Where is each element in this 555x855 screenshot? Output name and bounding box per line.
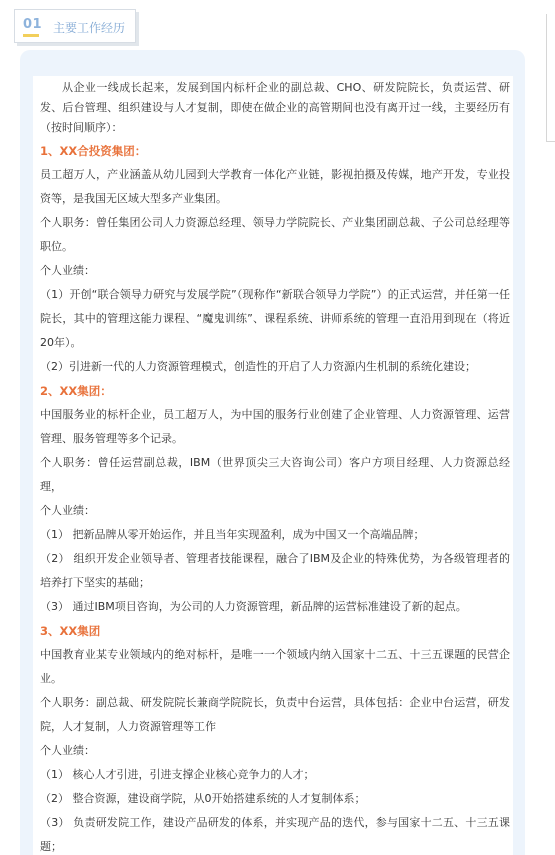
achievement-item: （3） 负责研发院工作，建设产品研发的体系，并实现产品的迭代，参与国家十二五、十三五课题； [40, 816, 510, 853]
work-history-body [40, 78, 510, 855]
performance-label: 个人业绩： [40, 504, 95, 517]
section-header-tab [14, 9, 136, 43]
section-number-underline [23, 34, 39, 37]
company-description: 员工超万人，产业涵盖从幼儿园到大学教育一体化产业链，影视拍摄及传媒，地产开发，专业投资等，是我国无区域大型多产业集团。 [40, 168, 510, 205]
achievement-item: （1） 核心人才引进，引进支撑企业核心竞争力的人才； [40, 768, 315, 781]
section-number: 01 [23, 17, 43, 32]
company-description: 中国服务业的标杆企业，员工超万人，为中国的服务行业创建了企业管理、人力资源管理、运营管理、服务管理等多个记录。 [40, 408, 510, 445]
achievement-item: （3） 通过IBM项目咨询，为公司的人力资源管理，新品牌的运营标准建设了新的起点。 [40, 600, 467, 613]
adjacent-panel-edge-tick [546, 141, 555, 142]
achievement-item: （2）引进新一代的人力资源管理模式，创造性的开启了人力资源内生机制的系统化建设； [40, 360, 476, 373]
section-title: 主要工作经历 [53, 21, 126, 35]
achievement-item: （2） 整合资源，建设商学院，从0开始搭建系统的人才复制体系； [40, 792, 366, 805]
company-role: 个人职务：曾任集团公司人力资源总经理、领导力学院院长、产业集团副总裁、子公司总经理等职位。 [40, 216, 510, 253]
performance-label: 个人业绩： [40, 264, 95, 277]
intro-paragraph: 从企业一线成长起来，发展到国内标杆企业的副总裁、CHO、研发院院长，负责运营、研发、后台管理、组织建设与人才复制，即使在做企业的高管期间也没有离开过一线，主要经历有（按时间顺序）： [40, 81, 510, 134]
achievement-item: （1）开创“联合领导力研究与发展学院”（现称作“新联合领导力学院”）的正式运营，并任第一任院长，其中的管理这能力课程、“魔鬼训练”、课程系统、讲师系统的管理一直沿用到现在（将近20年）。 [40, 288, 510, 349]
company-role: 个人职务：副总裁、研发院院长兼商学院院长，负责中台运营，具体包括：企业中台运营，研发院，人才复制，人力资源管理等工作 [40, 696, 510, 733]
achievement-item: （1） 把新品牌从零开始运作，并且当年实现盈利，成为中国又一个高端品牌； [40, 528, 425, 541]
company-description: 中国教育业某专业领域内的绝对标杆，是唯一一个领域内纳入国家十二五、十三五课题的民营企业。 [40, 648, 510, 685]
company-role: 个人职务：曾任运营副总裁，IBM（世界顶尖三大咨询公司）客户方项目经理、人力资源总经理， [40, 456, 510, 493]
company-heading: 2、XX集团： [40, 384, 112, 398]
performance-label: 个人业绩： [40, 744, 95, 757]
company-heading: 3、XX集团 [40, 624, 101, 638]
achievement-item: （2） 组织开发企业领导者、管理者技能课程，融合了IBM及企业的特殊优势，为各级管理者的培养打下坚实的基础； [40, 552, 510, 589]
company-heading: 1、XX合投资集团： [40, 144, 147, 158]
adjacent-panel-edge [546, 14, 547, 142]
